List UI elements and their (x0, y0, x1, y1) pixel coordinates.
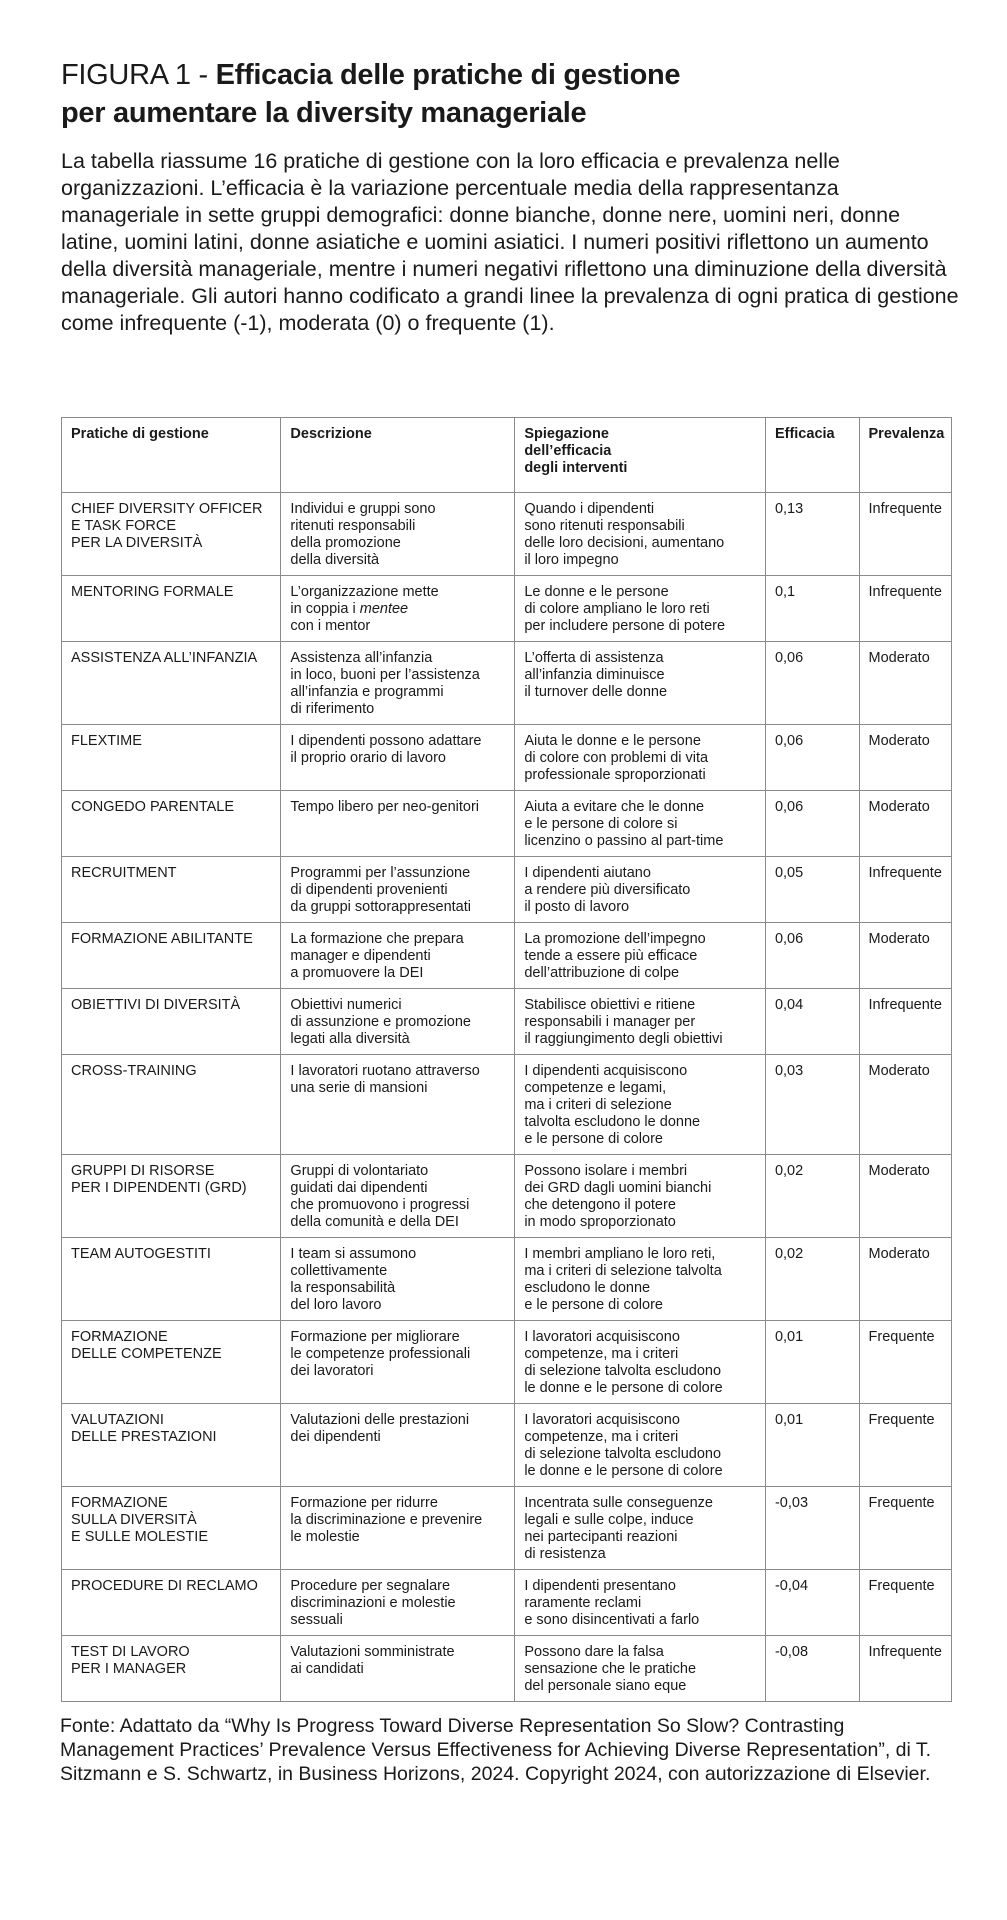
cell-prevalence: Moderato (859, 1055, 951, 1155)
cell-explanation: Stabilisce obiettivi e ritiene responsabili i manager per il raggiungimento degli obiettivi (515, 989, 766, 1055)
figure-title-line2: per aumentare la diversity manageriale (61, 97, 587, 129)
figure-title (61, 56, 951, 132)
cell-practice: FORMAZIONE SULLA DIVERSITÀ E SULLE MOLESTIE (62, 1487, 281, 1570)
cell-practice: TEAM AUTOGESTITI (62, 1238, 281, 1321)
cell-prevalence: Frequente (859, 1321, 951, 1404)
cell-description-text: con i mentor (290, 618, 371, 634)
cell-effectiveness: 0,1 (765, 576, 859, 642)
cell-practice: VALUTAZIONI DELLE PRESTAZIONI (62, 1404, 281, 1487)
cell-practice: GRUPPI DI RISORSE PER I DIPENDENTI (GRD) (62, 1155, 281, 1238)
table-row (62, 923, 952, 989)
table-row (62, 1404, 952, 1487)
source-note: Fonte: Adattato da “Why Is Progress Toward Diverse Representation So Slow? Contrasting Management Practices’ Prevalence Versus Effectiveness for Achieving Diverse Representation”, di T. Sitzmann e S. Schwartz, in Business Horizons, 2024. Copyright 2024, con autorizzazione di Elsevier. (60, 1715, 932, 1785)
cell-effectiveness: 0,03 (765, 1055, 859, 1155)
cell-effectiveness: 0,04 (765, 989, 859, 1055)
cell-effectiveness: 0,05 (765, 857, 859, 923)
cell-description: Individui e gruppi sono ritenuti responsabili della promozione della diversità (281, 493, 515, 576)
header-explanation: Spiegazione dell’efficacia degli interventi (515, 418, 766, 493)
cell-prevalence: Moderato (859, 923, 951, 989)
cell-practice: FORMAZIONE DELLE COMPETENZE (62, 1321, 281, 1404)
cell-effectiveness: 0,06 (765, 923, 859, 989)
cell-description: I lavoratori ruotano attraverso una serie di mansioni (281, 1055, 515, 1155)
cell-description: Programmi per l’assunzione di dipendenti provenienti da gruppi sottorappresentati (281, 857, 515, 923)
cell-description: Valutazioni delle prestazioni dei dipendenti (281, 1404, 515, 1487)
cell-prevalence: Infrequente (859, 857, 951, 923)
table-row (62, 1238, 952, 1321)
practices-table (61, 417, 952, 1702)
cell-effectiveness: 0,06 (765, 791, 859, 857)
cell-practice: OBIETTIVI DI DIVERSITÀ (62, 989, 281, 1055)
cell-explanation: Possono dare la falsa sensazione che le pratiche del personale siano eque (515, 1636, 766, 1702)
cell-prevalence: Frequente (859, 1570, 951, 1636)
cell-prevalence: Moderato (859, 791, 951, 857)
table-row (62, 1570, 952, 1636)
cell-explanation: Incentrata sulle conseguenze legali e sulle colpe, induce nei partecipanti reazioni di resistenza (515, 1487, 766, 1570)
cell-effectiveness: 0,13 (765, 493, 859, 576)
cell-practice: MENTORING FORMALE (62, 576, 281, 642)
cell-description: Tempo libero per neo-genitori (281, 791, 515, 857)
cell-practice: FORMAZIONE ABILITANTE (62, 923, 281, 989)
cell-effectiveness: 0,01 (765, 1321, 859, 1404)
cell-effectiveness: 0,02 (765, 1238, 859, 1321)
cell-prevalence: Infrequente (859, 1636, 951, 1702)
cell-prevalence: Moderato (859, 1238, 951, 1321)
cell-prevalence: Frequente (859, 1487, 951, 1570)
cell-practice: TEST DI LAVORO PER I MANAGER (62, 1636, 281, 1702)
cell-practice: FLEXTIME (62, 725, 281, 791)
table-row (62, 1155, 952, 1238)
cell-description: La formazione che prepara manager e dipendenti a promuovere la DEI (281, 923, 515, 989)
cell-practice: CROSS-TRAINING (62, 1055, 281, 1155)
cell-description: Obiettivi numerici di assunzione e promozione legati alla diversità (281, 989, 515, 1055)
cell-practice: CHIEF DIVERSITY OFFICER E TASK FORCE PER LA DIVERSITÀ (62, 493, 281, 576)
cell-description-text: L’organizzazione mette in coppia i (290, 584, 439, 617)
header-effectiveness: Efficacia (765, 418, 859, 493)
cell-effectiveness: -0,03 (765, 1487, 859, 1570)
table-row (62, 1055, 952, 1155)
cell-explanation: I lavoratori acquisiscono competenze, ma i criteri di selezione talvolta escludono le donne e le persone di colore (515, 1404, 766, 1487)
intro-paragraph: La tabella riassume 16 pratiche di gestione con la loro efficacia e prevalenza nelle organizzazioni. L’efficacia è la variazione percentuale media della rappresentanza manageriale in sette gruppi demografici: donne bianche, donne nere, uomini neri, donne latine, uomini latini, donne asiatiche e uomini asiatici. I numeri positivi riflettono un aumento della diversità manageriale, mentre i numeri negativi riflettono una diminuzione della diversità manageriale. Gli autori hanno codificato a grandi linee la prevalenza di ogni pratica di gestione come infrequente (-1), moderata (0) o frequente (1). (61, 149, 959, 335)
table-row (62, 576, 952, 642)
cell-explanation: Possono isolare i membri dei GRD dagli uomini bianchi che detengono il potere in modo sproporzionato (515, 1155, 766, 1238)
cell-effectiveness: 0,02 (765, 1155, 859, 1238)
cell-explanation: I dipendenti acquisiscono competenze e legami, ma i criteri di selezione talvolta escludono le donne e le persone di colore (515, 1055, 766, 1155)
figure-separator: - (190, 59, 216, 91)
cell-description: Valutazioni somministrate ai candidati (281, 1636, 515, 1702)
table-row (62, 1321, 952, 1404)
cell-prevalence: Moderato (859, 725, 951, 791)
cell-explanation: La promozione dell’impegno tende a essere più efficace dell’attribuzione di colpe (515, 923, 766, 989)
cell-explanation: Aiuta le donne e le persone di colore con problemi di vita professionale sproporzionati (515, 725, 766, 791)
table-row (62, 642, 952, 725)
cell-prevalence: Infrequente (859, 576, 951, 642)
cell-description (281, 576, 515, 642)
cell-description: I team si assumono collettivamente la responsabilità del loro lavoro (281, 1238, 515, 1321)
cell-practice: ASSISTENZA ALL’INFANZIA (62, 642, 281, 725)
header-practice: Pratiche di gestione (62, 418, 281, 493)
table-row (62, 857, 952, 923)
cell-prevalence: Frequente (859, 1404, 951, 1487)
table-header-row (62, 418, 952, 493)
cell-prevalence: Moderato (859, 1155, 951, 1238)
cell-explanation: I lavoratori acquisiscono competenze, ma i criteri di selezione talvolta escludono le donne e le persone di colore (515, 1321, 766, 1404)
cell-description-emphasis: mentee (359, 601, 409, 617)
cell-description: Formazione per ridurre la discriminazione e prevenire le molestie (281, 1487, 515, 1570)
cell-effectiveness: 0,06 (765, 725, 859, 791)
cell-effectiveness: 0,01 (765, 1404, 859, 1487)
figure-label: FIGURA 1 (61, 59, 191, 91)
figure-title-line1: Efficacia delle pratiche di gestione (215, 59, 681, 91)
cell-explanation: Le donne e le persone di colore ampliano le loro reti per includere persone di potere (515, 576, 766, 642)
table-row (62, 725, 952, 791)
cell-explanation: Quando i dipendenti sono ritenuti responsabili delle loro decisioni, aumentano il loro impegno (515, 493, 766, 576)
table-row (62, 1636, 952, 1702)
cell-description: Gruppi di volontariato guidati dai dipendenti che promuovono i progressi della comunità e della DEI (281, 1155, 515, 1238)
cell-explanation: I dipendenti aiutano a rendere più diversificato il posto di lavoro (515, 857, 766, 923)
cell-description: I dipendenti possono adattare il proprio orario di lavoro (281, 725, 515, 791)
cell-explanation: I dipendenti presentano raramente reclami e sono disincentivati a farlo (515, 1570, 766, 1636)
cell-explanation: I membri ampliano le loro reti, ma i criteri di selezione talvolta escludono le donne e le persone di colore (515, 1238, 766, 1321)
cell-explanation: L’offerta di assistenza all’infanzia diminuisce il turnover delle donne (515, 642, 766, 725)
table-row (62, 1487, 952, 1570)
cell-effectiveness: -0,04 (765, 1570, 859, 1636)
cell-effectiveness: -0,08 (765, 1636, 859, 1702)
cell-prevalence: Infrequente (859, 493, 951, 576)
cell-description: Formazione per migliorare le competenze professionali dei lavoratori (281, 1321, 515, 1404)
cell-prevalence: Infrequente (859, 989, 951, 1055)
table-row (62, 989, 952, 1055)
table-row (62, 493, 952, 576)
cell-practice: RECRUITMENT (62, 857, 281, 923)
header-prevalence: Prevalenza (859, 418, 951, 493)
cell-description: Assistenza all’infanzia in loco, buoni per l’assistenza all’infanzia e programmi di riferimento (281, 642, 515, 725)
cell-practice: PROCEDURE DI RECLAMO (62, 1570, 281, 1636)
cell-practice: CONGEDO PARENTALE (62, 791, 281, 857)
cell-explanation: Aiuta a evitare che le donne e le persone di colore si licenzino o passino al part-time (515, 791, 766, 857)
cell-description: Procedure per segnalare discriminazioni e molestie sessuali (281, 1570, 515, 1636)
table-row (62, 791, 952, 857)
header-description: Descrizione (281, 418, 515, 493)
cell-effectiveness: 0,06 (765, 642, 859, 725)
cell-prevalence: Moderato (859, 642, 951, 725)
